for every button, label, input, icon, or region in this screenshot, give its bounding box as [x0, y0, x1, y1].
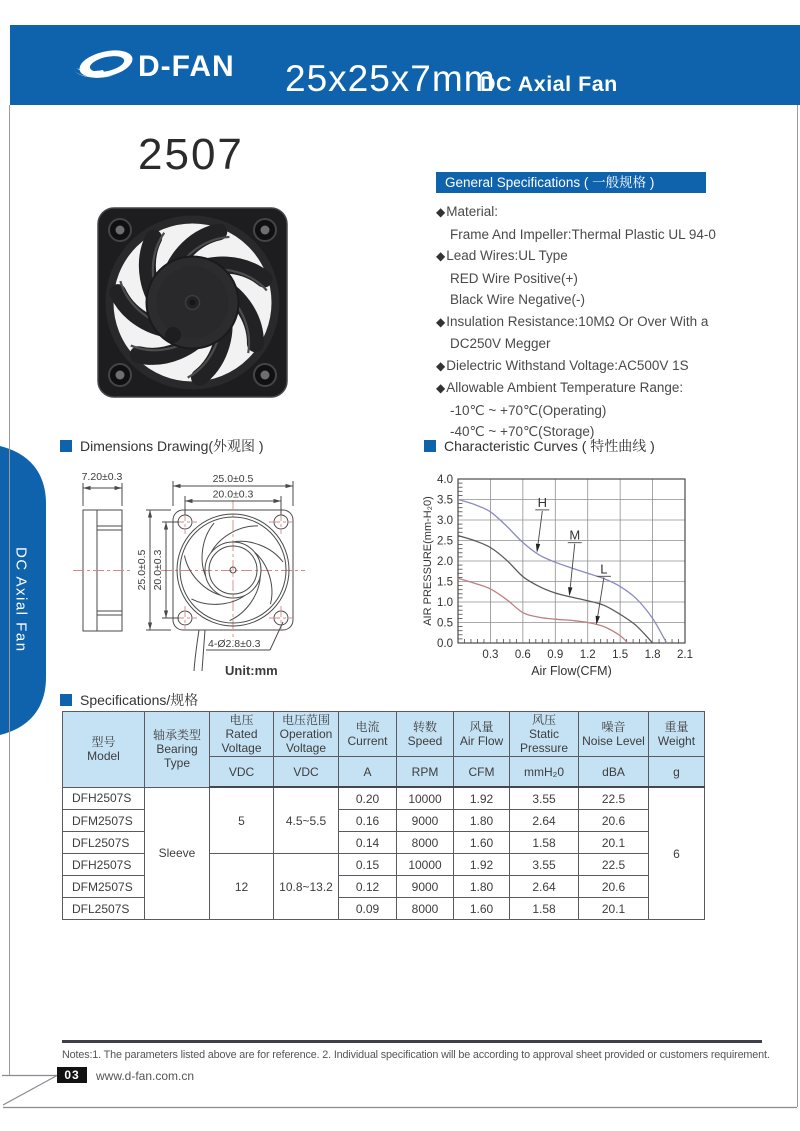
bearing-cell: Sleeve: [145, 787, 210, 920]
spec-table: [62, 711, 705, 920]
svg-text:1.2: 1.2: [579, 649, 596, 661]
operation-voltage-cell: 4.5~5.5: [274, 787, 339, 854]
svg-text:1.5: 1.5: [612, 649, 629, 661]
column-header: 轴承类型 Bearing Type: [145, 712, 210, 788]
svg-text:1.8: 1.8: [644, 649, 661, 661]
curve-label-M: M: [569, 527, 581, 543]
static-pressure-cell: 3.55: [510, 787, 579, 810]
speed-cell: 8000: [397, 832, 454, 854]
side-tab-label: DC Axial Fan: [12, 547, 30, 653]
static-pressure-cell: 2.64: [510, 876, 579, 898]
svg-text:0.9: 0.9: [547, 649, 564, 661]
general-specs-item: ◆Dielectric Withstand Voltage:AC500V 1S: [436, 357, 689, 373]
general-specs-item: -10℃ ~ +70℃(Operating): [450, 402, 607, 418]
svg-text:0.5: 0.5: [437, 617, 453, 630]
section-title-specifications: Specifications/规格: [60, 690, 198, 710]
unit-cell: mmH₂0: [510, 757, 579, 788]
air-flow-cell: 1.80: [454, 876, 510, 898]
footer-notes: Notes:1. The parameters listed above are for reference. 2. Individual specification will be according to approval sheet provided or customers requirement.: [62, 1049, 770, 1061]
svg-text:0.0: 0.0: [437, 638, 453, 650]
dimensions-drawing: [55, 460, 395, 688]
svg-text:2.0: 2.0: [437, 556, 453, 568]
column-header: 噪音 Noise Level: [579, 712, 649, 757]
dim-unit-label: Unit:mm: [225, 663, 278, 678]
characteristic-curves-chart: [420, 464, 792, 694]
noise-cell: 20.6: [579, 876, 649, 898]
column-header: 电压 Rated Voltage: [210, 712, 274, 757]
current-cell: 0.15: [339, 854, 397, 876]
model-cell: DFH2507S: [63, 787, 145, 810]
speed-cell: 10000: [397, 787, 454, 810]
diamond-bullet-icon: ◆: [436, 314, 446, 329]
model-number: 2507: [138, 130, 244, 179]
unit-cell: A: [339, 757, 397, 788]
air-flow-cell: 1.92: [454, 854, 510, 876]
unit-cell: CFM: [454, 757, 510, 788]
svg-text:1.5: 1.5: [437, 576, 453, 589]
diamond-bullet-icon: ◆: [436, 381, 446, 395]
dim-hole-pitch-height: 20.0±0.3: [152, 549, 164, 591]
footer-rule: [62, 1040, 762, 1043]
curve-label-H: H: [537, 494, 548, 510]
svg-text:3.0: 3.0: [437, 515, 453, 527]
unit-cell: dBA: [579, 757, 649, 788]
current-cell: 0.12: [339, 876, 397, 898]
current-cell: 0.16: [339, 810, 397, 832]
rated-voltage-cell: 5: [210, 787, 274, 854]
general-specs-item: ◆Material:: [436, 204, 498, 219]
brand-logo-icon: [72, 46, 136, 84]
unit-cell: VDC: [210, 757, 274, 788]
column-header: 转数 Speed: [397, 712, 454, 757]
speed-cell: 9000: [397, 876, 454, 898]
general-specs-item: Frame And Impeller:Thermal Plastic UL 94-0: [450, 226, 716, 242]
model-cell: DFL2507S: [63, 832, 145, 854]
page-number-badge: 03: [57, 1067, 87, 1083]
static-pressure-cell: 3.55: [510, 854, 579, 876]
diamond-bullet-icon: ◆: [436, 358, 446, 373]
spec-table-container: [62, 711, 705, 920]
rated-voltage-cell: 12: [210, 854, 274, 920]
current-cell: 0.09: [339, 898, 397, 920]
unit-cell: VDC: [274, 757, 339, 788]
noise-cell: 22.5: [579, 854, 649, 876]
current-cell: 0.20: [339, 787, 397, 810]
air-flow-cell: 1.92: [454, 787, 510, 810]
general-specs-item: ◆Insulation Resistance:10MΩ Or Over With a: [436, 313, 709, 329]
model-cell: DFM2507S: [63, 810, 145, 832]
front-view: [161, 500, 305, 641]
noise-cell: 22.5: [579, 787, 649, 810]
blue-square-bullet: [60, 694, 72, 706]
general-specs-item: -40℃ ~ +70℃(Storage): [450, 424, 595, 439]
general-specs-list: [436, 201, 776, 443]
page-title-size: 25x25x7mm: [285, 58, 496, 99]
column-header: 重量 Weight: [649, 712, 705, 757]
dim-hole-pitch-width: 20.0±0.3: [212, 488, 254, 501]
dim-mounting-holes: 4-Ø2.8±0.3: [208, 638, 261, 650]
speed-cell: 9000: [397, 810, 454, 832]
column-header: 电压范围 Operation Voltage: [274, 712, 339, 757]
svg-text:0.3: 0.3: [482, 649, 499, 661]
curve-label-L: L: [600, 561, 608, 577]
curves-svg: [420, 464, 792, 689]
air-flow-cell: 1.60: [454, 832, 510, 854]
section-title-dimensions: Dimensions Drawing(外观图 ): [60, 436, 264, 456]
table-row: [63, 787, 705, 810]
general-specs-item: Black Wire Negative(-): [450, 292, 586, 307]
air-flow-cell: 1.80: [454, 810, 510, 832]
dim-side-width: 7.20±0.3: [81, 471, 123, 483]
svg-text:3.5: 3.5: [437, 494, 453, 507]
model-cell: DFH2507S: [63, 854, 145, 876]
general-specs-header: General Specifications ( 一般规格 ): [436, 172, 706, 193]
static-pressure-cell: 1.58: [510, 832, 579, 854]
weight-cell: 6: [649, 787, 705, 920]
operation-voltage-cell: 10.8~13.2: [274, 854, 339, 920]
speed-cell: 8000: [397, 898, 454, 920]
current-cell: 0.14: [339, 832, 397, 854]
diamond-bullet-icon: ◆: [436, 249, 446, 263]
unit-cell: RPM: [397, 757, 454, 788]
blue-square-bullet: [424, 440, 436, 452]
svg-text:2.5: 2.5: [437, 535, 453, 548]
y-axis-label: AIR PRESSURE(mm-H₂0): [422, 496, 434, 626]
dim-outer-height: 25.0±0.5: [136, 549, 148, 591]
diamond-bullet-icon: ◆: [436, 205, 446, 219]
page-title-type: DC Axial Fan: [480, 72, 618, 96]
dim-outer-width: 25.0±0.5: [212, 473, 254, 485]
model-cell: DFL2507S: [63, 898, 145, 920]
noise-cell: 20.1: [579, 898, 649, 920]
brand-logo-text: D-FAN: [138, 50, 235, 83]
model-cell: DFM2507S: [63, 876, 145, 898]
general-specs-item: ◆Allowable Ambient Temperature Range:: [436, 380, 684, 395]
blue-square-bullet: [60, 440, 72, 452]
header-band: [10, 25, 800, 105]
section-title-curves: Characteristic Curves ( 特性曲线 ): [424, 436, 655, 456]
column-header: 型号 Model: [63, 712, 145, 788]
noise-cell: 20.1: [579, 832, 649, 854]
side-view: [73, 510, 131, 631]
curve-H: [458, 500, 667, 644]
column-header: 风压 Static Pressure: [510, 712, 579, 757]
fan-product-photo: [95, 205, 290, 400]
website-text: www.d-fan.com.cn: [96, 1069, 195, 1083]
svg-text:0.6: 0.6: [514, 649, 531, 661]
unit-cell: g: [649, 757, 705, 788]
static-pressure-cell: 2.64: [510, 810, 579, 832]
x-axis-label: Air Flow(CFM): [531, 664, 612, 678]
column-header: 电流 Current: [339, 712, 397, 757]
svg-text:1.0: 1.0: [437, 597, 453, 609]
air-flow-cell: 1.60: [454, 898, 510, 920]
speed-cell: 10000: [397, 854, 454, 876]
table-header-row: [63, 712, 705, 757]
svg-text:4.0: 4.0: [437, 474, 453, 486]
general-specs-item: DC250V Megger: [450, 336, 551, 351]
general-specs-item: RED Wire Positive(+): [450, 270, 578, 286]
general-specs-item: ◆Lead Wires:UL Type: [436, 248, 568, 263]
noise-cell: 20.6: [579, 810, 649, 832]
static-pressure-cell: 1.58: [510, 898, 579, 920]
svg-text:2.1: 2.1: [677, 649, 693, 661]
column-header: 风量 Air Flow: [454, 712, 510, 757]
